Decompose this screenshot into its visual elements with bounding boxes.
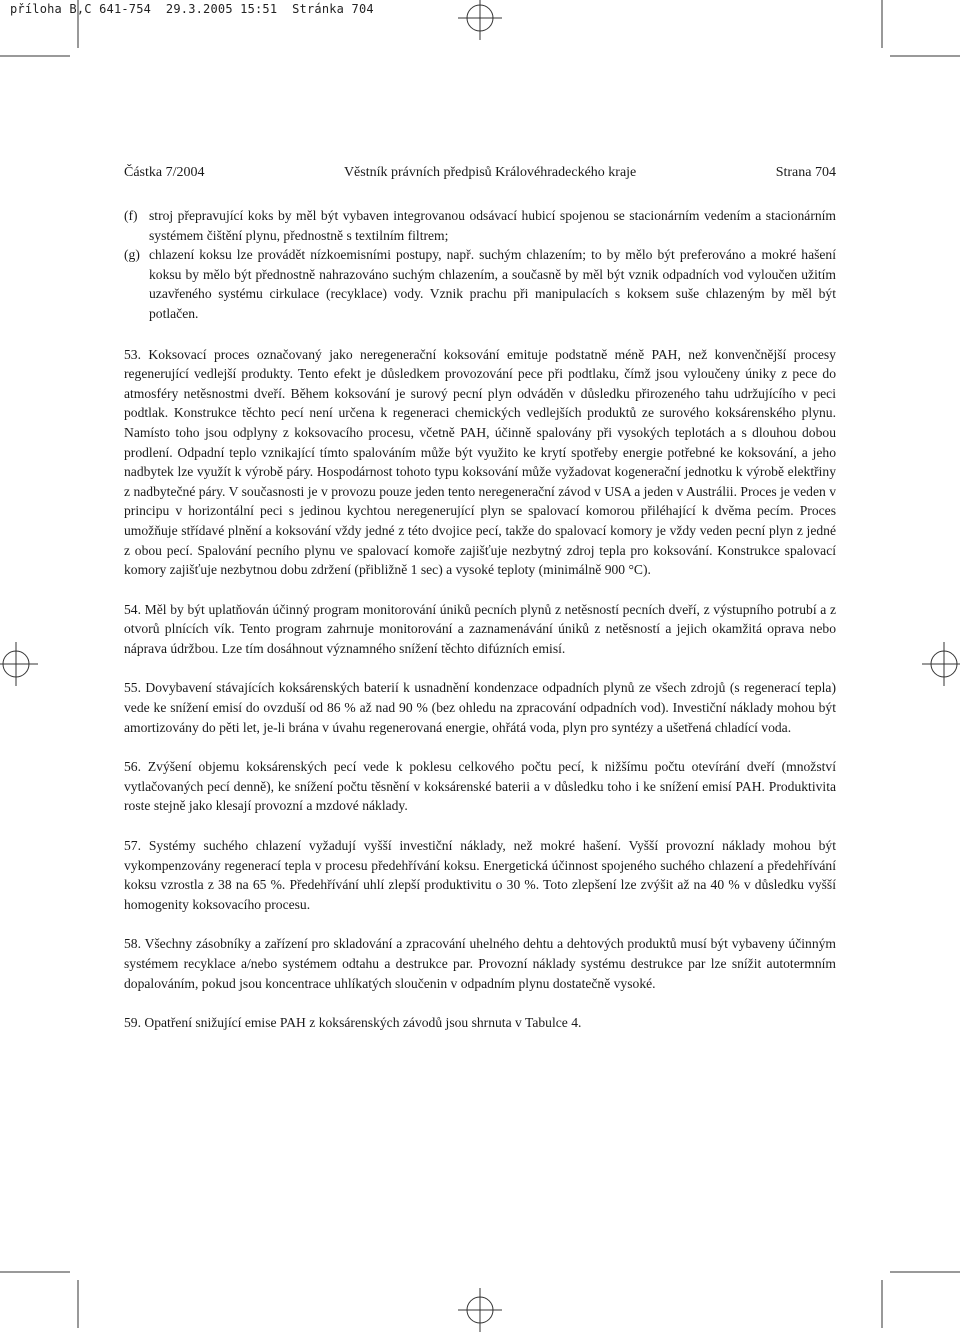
print-slug: příloha B,C 641-754 29.3.2005 15:51 Stránka 704 [10, 2, 374, 16]
list-item-f [124, 206, 836, 245]
page-body [124, 206, 836, 1053]
paragraph-53 [124, 345, 836, 580]
header-issue: Částka 7/2004 [124, 165, 205, 180]
registration-mark-bottom [458, 1288, 502, 1332]
list-item-g [124, 245, 836, 323]
registration-mark-left [0, 642, 38, 686]
paragraph-56 [124, 757, 836, 816]
paragraph-number: 54. [124, 601, 141, 617]
header-page-number: Strana 704 [775, 165, 836, 180]
paragraph-number: 57. [124, 838, 141, 854]
paragraph-text: Zvýšení objemu koksárenských pecí vede k poklesu celkového počtu pecí, k nižšímu počtu otevírání dveří (množství vytlačovaných pecí denně), ke snížení počtu těsnění v koksárenské baterii a v důsledku toho i ke snížení emisí PAH. Produktivita roste stejně jako klesají provozní a mzdové náklady. [124, 759, 836, 814]
paragraph-number: 53. [124, 346, 141, 362]
paragraph-text: Dovybavení stávajících koksárenských baterií k usnadnění kondenzace odpadních plynů ze všech zdrojů (s regenerací tepla) vede ke snížení emisí do ovzduší od 86 % až nad 90 % (bez ohledu na zpracování odpadních vod). Investiční náklady mohou být amortizovány do pěti let, je-li brána v úvahu regenerovaná energie, ohřátá voda, plyn pro syntézy a ušetřená chladící voda. [124, 680, 836, 735]
registration-mark-top [458, 0, 502, 40]
list-item-label: (f) [124, 208, 138, 223]
paragraph-number: 58. [124, 936, 141, 952]
paragraph-number: 59. [124, 1015, 141, 1031]
paragraph-58 [124, 934, 836, 993]
registration-mark-right [922, 642, 960, 686]
paragraph-text: Všechny zásobníky a zařízení pro skladování a zpracování uhelného dehtu a dehtových produktů musí být vybaveny účinným systémem recyklace a/nebo systémem odtahu a destrukce par. Provozní náklady systému destrukce par lze snížit autotermním dopalováním, pokud jsou koncentrace uhlíkatých sloučenin v odpadním plynu dostatečně vysoké. [124, 936, 837, 991]
header-journal-title: Věstník právních předpisů Královéhradeckého kraje [343, 165, 637, 180]
paragraph-57 [124, 836, 836, 914]
paragraph-number: 55. [124, 680, 141, 696]
paragraph-text: Opatření snižující emise PAH z koksárenských závodů jsou shrnuta v Tabulce 4. [144, 1015, 582, 1031]
paragraph-text: Systémy suchého chlazení vyžadují vyšší investiční náklady, než mokré hašení. Vyšší provozní náklady mohou být vykompenzovány regenerací tepla v procesu předehřívání koksu. Energetická účinnost spojeného suchého chlazení a předehřívání koksu vzrostla z 38 na 65 %. Předehřívání uhlí zlepší produktivitu o 30 %. Toto zlepšení lze zvýšit až na 40 % v důsledku vyšší homogenity koksovacího procesu. [124, 838, 836, 912]
list-item-text: chlazení koksu lze provádět nízkoemisními postupy, např. suchým chlazením; to by mělo být preferováno a mokré hašení koksu by mělo být přednostně nahrazováno suchým chlazením, a současně by měl být vznik odpadních vod vyloučen užitím uzavřeného systému cirkulace (recyklace) vody. Vznik prachu při manipulacích s koksem suše chlazeným by měl být potlačen. [149, 247, 836, 321]
paragraph-text: Koksovací proces označovaný jako neregenerační koksování emituje podstatně méně PAH, než konvenčnější procesy regenerující vedlejší produkty. Tento efekt je důsledkem provozování pece při podtlaku, čímž jsou vyloučeny úniky z pece do atmosféry netěsnostmi dveří. Během koksování je surový pecní plyn odváděn v důsledku přirozeného tahu udržujícího v peci podtlak. Konstrukce těchto pecí není určena k regeneraci chemických vedlejších produktů ze surového koksárenského plynu. Namísto toho jsou odplyny z koksovacího procesu, včetně PAH, účinně spalovány při vysokých teplotách a s dlouhou dobou prodlení. Odpadní teplo vznikající tímto spalováním může být využito ke krytí spotřeby energie potřebné ke koksování, a jeho nadbytek lze využít k výrobě páry. Hospodárnost tohoto typu koksování může vyžadovat kogenerační jednotku k výrobě elektřiny z nadbytečné páry. V současnosti je v provozu pouze jeden tento neregenerační závod v USA a jeden v Austrálii. Proces je veden v principu v horizontální peci s jedinou kychtou neregenerující plyn se spalovací komorou přiléhající k dvěma pecím. Proces umožňuje střídavé plnění a koksování vždy jedné z této dvojice pecí, takže do spalovací komory je vždy veden pecní plyn z jedné z obou pecí. Spalování pecního plynu ve spalovací komoře zajišťuje nezbytný zdroj tepla pro koksování. Konstrukce spalovací komory zajišťuje nezbytnou dobu zdržení (přibližně 1 sec) a vysoké teploty (minimálně 900 °C). [124, 346, 836, 578]
list-item-text: stroj přepravující koks by měl být vybaven integrovanou odsávací hubicí spojenou se stacionárním vedením a stacionárním systémem čištění plynu, přednostně s textilním filtrem; [149, 208, 836, 243]
paragraph-55 [124, 678, 836, 737]
paragraph-text: Měl by být uplatňován účinný program monitorování úniků pecních plynů z netěsností pecních dveří, z výstupního potrubí a z otvorů plnících vík. Tento program zahrnuje monitorování a zaznamenávání úniků z netěsností a jejich okamžitá oprava nebo náprava údržbou. Lze tím dosáhnout významného snížení těchto difúzních emisí. [124, 601, 836, 656]
paragraph-54 [124, 600, 836, 659]
page-header [124, 165, 836, 181]
list-item-label: (g) [124, 247, 140, 263]
paragraph-number: 56. [124, 759, 141, 775]
paragraph-59 [124, 1013, 836, 1033]
